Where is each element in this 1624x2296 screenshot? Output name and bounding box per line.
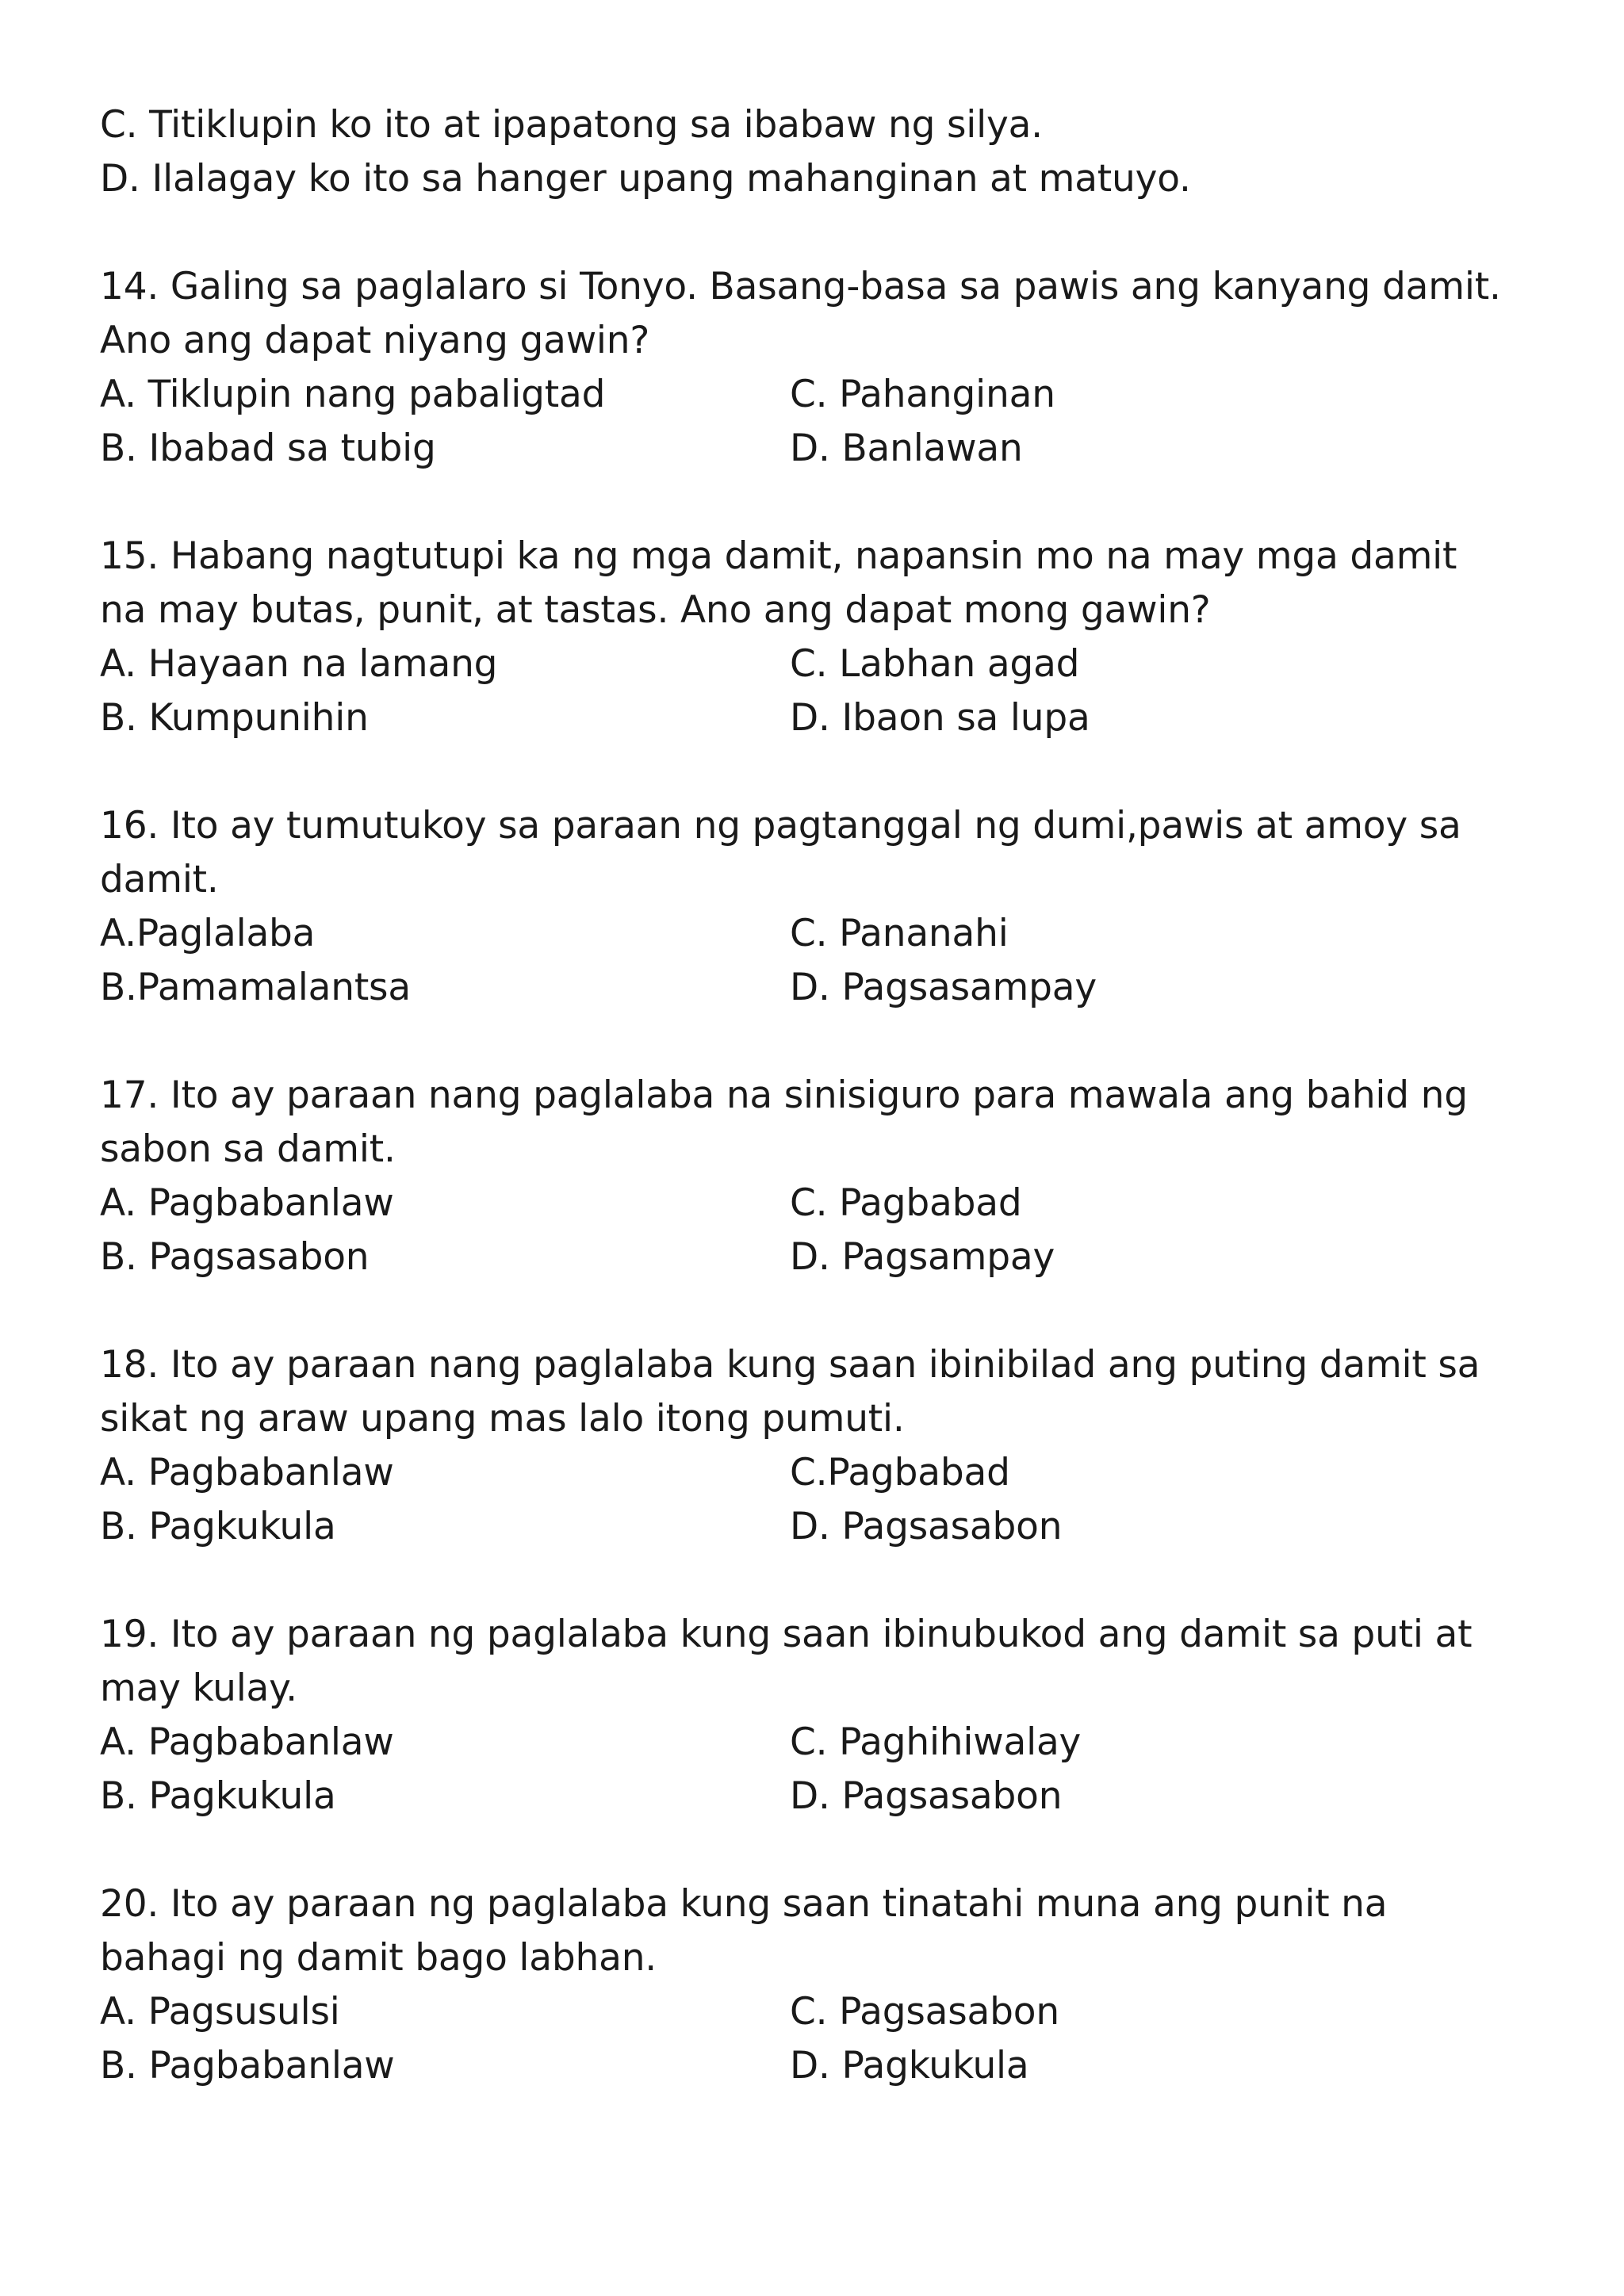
options-row <box>100 1716 1543 1770</box>
option-c: C. Labhan agad <box>790 642 1080 686</box>
question-stem: may kulay. <box>100 1667 297 1710</box>
option-d: D. Banlawan <box>790 427 1023 470</box>
question-stem: na may butas, punit, at tastas. Ano ang dapat mong gawin? <box>100 588 1211 632</box>
question-stem: 18. Ito ay paraan nang paglalaba kung saan ibinibilad ang puting damit sa <box>100 1343 1480 1387</box>
option-a: A. Hayaan na lamang <box>100 642 498 686</box>
option-d: D. Pagsasampay <box>790 966 1097 1009</box>
question-stem: 15. Habang nagtutupi ka ng mga damit, napansin mo na may mga damit <box>100 534 1457 578</box>
option-a: A. Pagbabanlaw <box>100 1451 394 1494</box>
question-14 <box>100 260 1543 476</box>
spacer <box>100 206 1543 260</box>
question-stem: 16. Ito ay tumutukoy sa paraan ng pagtanggal ng dumi,pawis at amoy sa <box>100 804 1461 848</box>
options-row <box>100 691 1543 745</box>
option-d: D. Pagsampay <box>790 1235 1055 1279</box>
option-a: A. Pagbabanlaw <box>100 1720 394 1764</box>
option-d: D. Pagsasabon <box>790 1505 1063 1548</box>
question-stem: sabon sa damit. <box>100 1127 396 1171</box>
question-20 <box>100 1877 1543 2093</box>
options-row <box>100 1500 1543 1554</box>
spacer <box>100 1823 1543 1877</box>
question-16 <box>100 799 1543 1015</box>
spacer <box>100 476 1543 530</box>
question-19 <box>100 1608 1543 1823</box>
options-row <box>100 422 1543 476</box>
options-row <box>100 1985 1543 2039</box>
question-stem: sikat ng araw upang mas lalo itong pumuti. <box>100 1397 905 1441</box>
spacer <box>100 745 1543 799</box>
option-b: B. Ibabad sa tubig <box>100 427 436 470</box>
option-c: C. Pagsasabon <box>790 1990 1059 2034</box>
worksheet-page <box>100 98 1543 2093</box>
option-d: D. Pagkukula <box>790 2044 1029 2087</box>
option-d: D. Pagsasabon <box>790 1774 1063 1818</box>
question-stem: 14. Galing sa paglalaro si Tonyo. Basang-basa sa pawis ang kanyang damit. <box>100 265 1501 308</box>
option-b: B. Pagkukula <box>100 1505 336 1548</box>
options-row <box>100 907 1543 961</box>
option-b: B. Pagkukula <box>100 1774 336 1818</box>
question-17 <box>100 1069 1543 1284</box>
option-c: C. Paghihiwalay <box>790 1720 1082 1764</box>
spacer <box>100 1284 1543 1338</box>
option-b: B. Kumpunihin <box>100 696 369 740</box>
options-row <box>100 637 1543 691</box>
question-stem: 19. Ito ay paraan ng paglalaba kung saan ibinubukod ang damit sa puti at <box>100 1613 1473 1656</box>
option-d: D. Ibaon sa lupa <box>790 696 1090 740</box>
option-c: C. Pahanginan <box>790 373 1055 416</box>
option-c: C.Pagbabad <box>790 1451 1010 1494</box>
spacer <box>100 1015 1543 1069</box>
options-row <box>100 1446 1543 1500</box>
question-18 <box>100 1338 1543 1554</box>
question-stem: Ano ang dapat niyang gawin? <box>100 319 650 362</box>
option-b: B. Pagbabanlaw <box>100 2044 395 2087</box>
options-row <box>100 2039 1543 2093</box>
options-row <box>100 1230 1543 1284</box>
option-a: A.Paglalaba <box>100 912 316 955</box>
spacer <box>100 1554 1543 1608</box>
options-row <box>100 1770 1543 1823</box>
question-stem: 17. Ito ay paraan nang paglalaba na sinisiguro para mawala ang bahid ng <box>100 1073 1468 1117</box>
option-a: A. Tiklupin nang pabaligtad <box>100 373 606 416</box>
question-stem: bahagi ng damit bago labhan. <box>100 1936 657 1980</box>
option-a: A. Pagsusulsi <box>100 1990 340 2034</box>
previous-question-option-d: D. Ilalagay ko ito sa hanger upang mahanginan at matuyo. <box>100 157 1191 201</box>
options-row <box>100 961 1543 1015</box>
option-a: A. Pagbabanlaw <box>100 1181 394 1225</box>
option-b: B.Pamamalantsa <box>100 966 411 1009</box>
option-b: B. Pagsasabon <box>100 1235 370 1279</box>
question-15 <box>100 530 1543 745</box>
question-stem: 20. Ito ay paraan ng paglalaba kung saan tinatahi muna ang punit na <box>100 1882 1388 1926</box>
option-c: C. Pagbabad <box>790 1181 1022 1225</box>
previous-question-option-c: C. Titiklupin ko ito at ipapatong sa ibabaw ng silya. <box>100 103 1043 147</box>
option-c: C. Pananahi <box>790 912 1009 955</box>
question-stem: damit. <box>100 858 219 901</box>
options-row <box>100 1177 1543 1230</box>
options-row <box>100 368 1543 422</box>
